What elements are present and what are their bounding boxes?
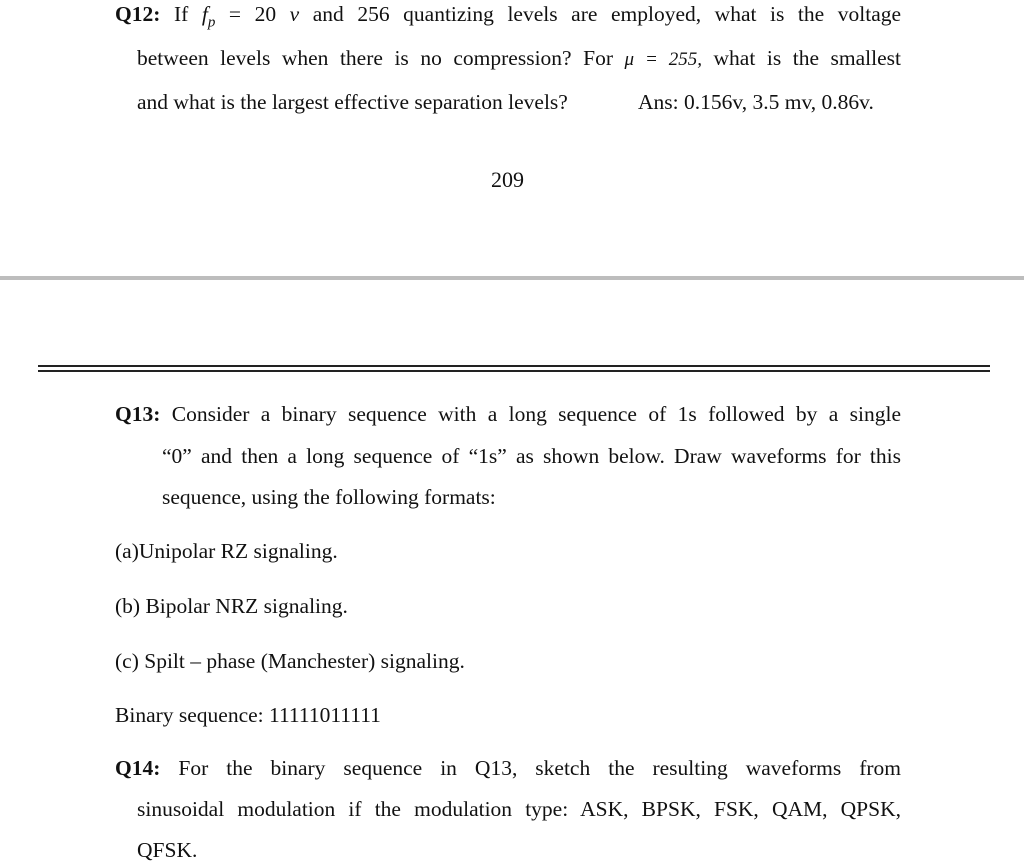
q13-line3-text: sequence, using the following formats: <box>162 485 496 509</box>
q13-option-a: (a)Unipolar RZ signaling. <box>115 539 338 563</box>
q14-line3-text: QFSK. <box>137 838 198 862</box>
q12-f-symbol: $f_p$ <box>201 2 216 31</box>
q12-line3-text: and what is the largest effective separation levels? <box>137 90 568 114</box>
q13-binary-sequence <box>115 703 381 728</box>
q12-text-rest: and 256 quantizing levels are employed, what is the voltage <box>312 2 902 26</box>
q12-text-if: If <box>173 2 189 26</box>
q12-label: Q12: <box>115 2 161 26</box>
page-number: 209 <box>491 167 524 192</box>
q13-line-3 <box>162 485 496 510</box>
q13-line-2 <box>162 444 901 469</box>
q13-option-b: (b) Bipolar NRZ signaling. <box>115 594 348 618</box>
q14-label: Q14: <box>115 756 161 780</box>
q13-line2-text: “0” and then a long sequence of “1s” as shown below. Draw waveforms for this <box>162 444 901 468</box>
q12-mu-expression: μ = 255, <box>624 49 702 70</box>
q12-line-2 <box>137 46 901 71</box>
binary-sequence-label: Binary sequence: <box>115 703 264 727</box>
q13-label: Q13: <box>115 402 161 426</box>
double-rule-top <box>38 365 990 367</box>
q13-option-c: (c) Spilt – phase (Manchester) signaling. <box>115 649 465 673</box>
q13-line-1 <box>115 402 901 427</box>
q12-line-3 <box>137 90 568 115</box>
binary-sequence-value: 11111011111 <box>269 703 381 727</box>
q14-line-3 <box>137 838 197 863</box>
double-rule-bottom <box>38 370 990 372</box>
q14-line-1 <box>115 756 901 781</box>
q12-equals-value: = 20 <box>228 2 277 26</box>
q14-line-2 <box>137 797 901 822</box>
q12-answer: Ans: 0.156v, 3.5 mv, 0.86v. <box>638 90 874 114</box>
q14-line1-text: For the binary sequence in Q13, sketch the resulting waveforms from <box>178 756 902 780</box>
q12-line2-text-a: between levels when there is no compression? For <box>137 46 613 70</box>
q12-line2-text-b: what is the smallest <box>713 46 902 70</box>
page-break-divider <box>0 276 1024 280</box>
q12-v-symbol: v <box>289 2 300 26</box>
q13-line1-text: Consider a binary sequence with a long sequence of 1s followed by a single <box>171 402 901 426</box>
q12-line-1 <box>115 2 901 31</box>
q14-line2-text: sinusoidal modulation if the modulation type: ASK, BPSK, FSK, QAM, QPSK, <box>137 797 901 821</box>
